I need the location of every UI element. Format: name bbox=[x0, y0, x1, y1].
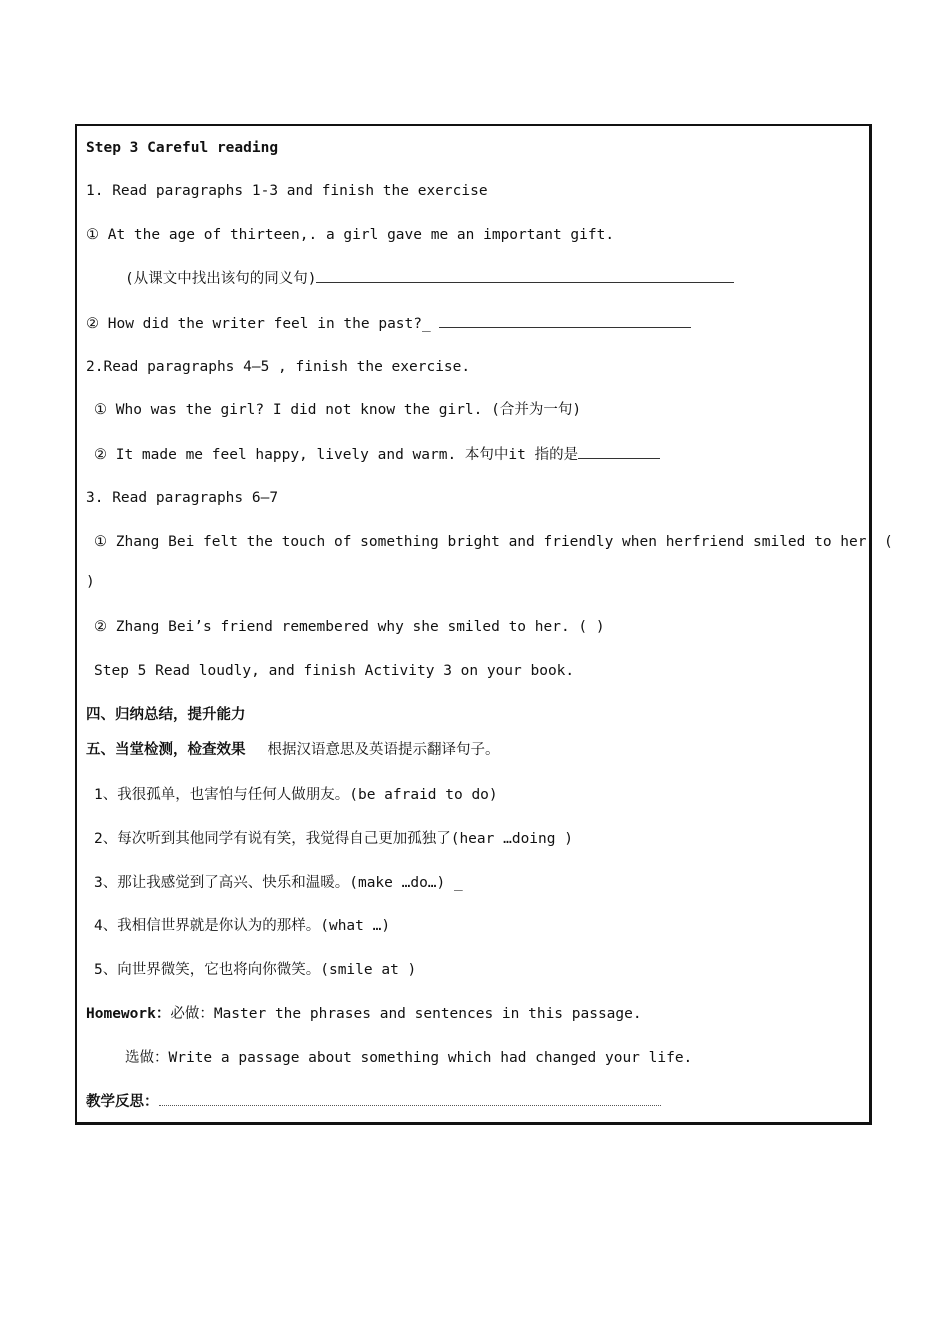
section4-heading: 四、归纳总结，提升能力 bbox=[86, 707, 246, 723]
q2-heading: 2.Read paragraphs 4—5 , finish the exercise. bbox=[86, 359, 471, 375]
q1a-hint-row bbox=[125, 268, 734, 289]
worksheet-frame bbox=[75, 124, 893, 1125]
list-item: 2、每次听到其他同学有说有笑，我觉得自己更加孤独了(hear …doing ) bbox=[94, 831, 573, 847]
homework-required: 必做：Master the phrases and sentences in this passage. bbox=[170, 1006, 642, 1022]
answer-blank[interactable] bbox=[439, 313, 691, 328]
homework-label: Homework： bbox=[86, 1006, 171, 1022]
q2b-sentence: ② It made me feel happy, lively and warm. 本句中it 指的是 bbox=[94, 447, 579, 463]
section5-row bbox=[86, 740, 500, 760]
q1a-sentence: ① At the age of thirteen,. a girl gave me an important gift. bbox=[86, 227, 615, 243]
q2b-row bbox=[94, 444, 660, 465]
q1b-question: ② How did the writer feel in the past?_ bbox=[86, 316, 431, 332]
homework-optional: 选做：Write a passage about something which had changed your life. bbox=[125, 1050, 693, 1066]
q3b-sentence: ② Zhang Bei’s friend remembered why she smiled to her. ( ) bbox=[94, 619, 605, 635]
list-item: 1、我很孤单，也害怕与任何人做朋友。(be afraid to do) bbox=[94, 787, 498, 803]
answer-blank[interactable] bbox=[316, 268, 734, 283]
reflection-label: 教学反思： bbox=[86, 1094, 159, 1110]
q3a-bracket-end: ) bbox=[86, 574, 95, 590]
list-item: 4、我相信世界就是你认为的那样。(what …) bbox=[94, 918, 391, 934]
q1-heading: 1. Read paragraphs 1-3 and finish the exercise bbox=[86, 183, 488, 199]
section5-heading: 五、当堂检测，检查效果 bbox=[86, 742, 246, 758]
q1a-hint: (从课文中找出该句的同义句) bbox=[125, 271, 317, 287]
step5-text: Step 5 Read loudly, and finish Activity 3 on your book. bbox=[94, 663, 575, 679]
reflection-blank[interactable] bbox=[159, 1091, 661, 1106]
q3a-sentence: ① Zhang Bei felt the touch of something bright and friendly when herfriend smiled to her. ( bbox=[94, 534, 893, 550]
q3-heading: 3. Read paragraphs 6—7 bbox=[86, 490, 279, 506]
section5-instruction: 根据汉语意思及英语提示翻译句子。 bbox=[267, 742, 500, 758]
homework-row bbox=[86, 1004, 642, 1024]
answer-blank[interactable] bbox=[578, 444, 660, 459]
list-item: 3、那让我感觉到了高兴、快乐和温暖。(make …do…) _ bbox=[94, 875, 463, 891]
q2a-sentence: ① Who was the girl? I did not know the girl. (合并为一句) bbox=[94, 402, 582, 418]
q1b-row bbox=[86, 313, 691, 334]
list-item: 5、向世界微笑，它也将向你微笑。(smile at ) bbox=[94, 962, 417, 978]
step3-title: Step 3 Careful reading bbox=[86, 140, 279, 156]
reflection-row bbox=[86, 1091, 661, 1112]
